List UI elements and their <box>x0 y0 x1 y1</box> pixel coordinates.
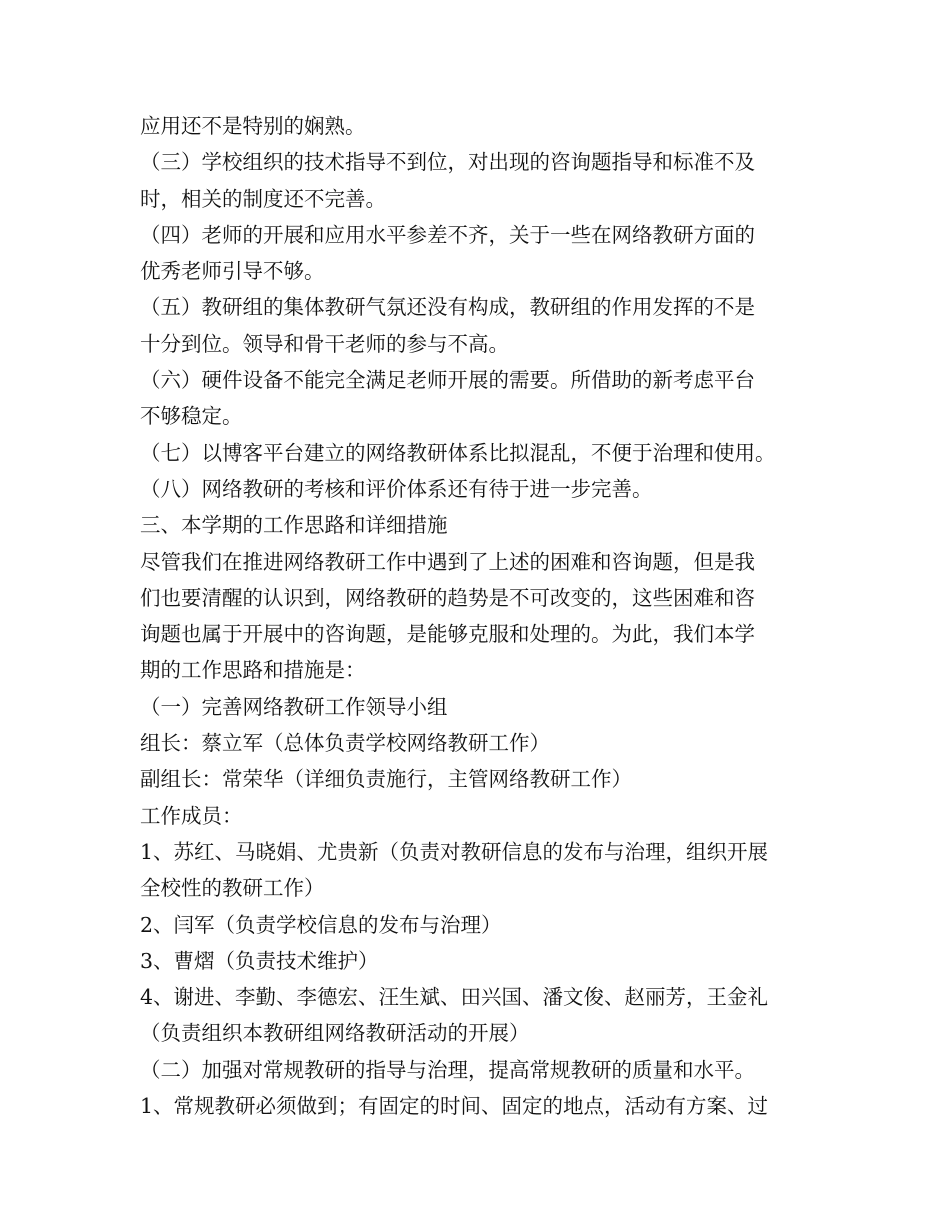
text-line: 2、闫军（负责学校信息的发布与治理） <box>140 912 502 937</box>
text-line: 期的工作思路和措施是： <box>140 658 366 683</box>
section-heading: 三、本学期的工作思路和详细措施 <box>140 513 448 538</box>
document-body <box>140 108 812 1124</box>
text-line: （负责组织本教研组网络教研活动的开展） <box>140 1021 530 1046</box>
text-line: 们也要清醒的认识到，网络教研的趋势是不可改变的，这些困难和咨 <box>140 585 755 610</box>
text-line: 4、谢进、李勤、李德宏、汪生斌、田兴国、潘文俊、赵丽芳，王金礼 <box>140 985 769 1010</box>
text-line: 优秀老师引导不够。 <box>140 259 325 284</box>
text-line: 全校性的教研工作） <box>140 876 325 901</box>
text-line: 时，相关的制度还不完善。 <box>140 186 386 211</box>
text-line: 1、常规教研必须做到；有固定的时间、固定的地点，活动有方案、过 <box>140 1094 769 1119</box>
subsection-heading: （一）完善网络教研工作领导小组 <box>140 694 448 719</box>
text-line: 工作成员： <box>140 803 243 828</box>
text-line: 尽管我们在推进网络教研工作中遇到了上述的困难和咨询题，但是我 <box>140 549 755 574</box>
text-line: 组长：蔡立军（总体负责学校网络教研工作） <box>140 731 550 756</box>
text-line: 不够稳定。 <box>140 404 243 429</box>
text-line: 1、苏红、马晓娟、尤贵新（负责对教研信息的发布与治理，组织开展 <box>140 839 769 864</box>
text-line: 询题也属于开展中的咨询题，是能够克服和处理的。为此，我们本学 <box>140 622 755 647</box>
subsection-heading: （二）加强对常规教研的指导与治理，提高常规教研的质量和水平。 <box>140 1057 755 1082</box>
text-line: （八）网络教研的考核和评价体系还有待于进一步完善。 <box>140 476 653 501</box>
text-line: （四）老师的开展和应用水平参差不齐，关于一些在网络教研方面的 <box>140 222 755 247</box>
text-line: （三）学校组织的技术指导不到位，对出现的咨询题指导和标准不及 <box>140 150 755 175</box>
text-line: （五）教研组的集体教研气氛还没有构成，教研组的作用发挥的不是 <box>140 295 755 320</box>
text-line: 十分到位。领导和骨干老师的参与不高。 <box>140 331 509 356</box>
text-line: 3、曹熠（负责技术维护） <box>140 948 379 973</box>
text-line: （七）以博客平台建立的网络教研体系比拟混乱，不便于治理和使用。 <box>140 440 776 465</box>
text-line: 应用还不是特别的娴熟。 <box>140 114 366 138</box>
text-line: （六）硬件设备不能完全满足老师开展的需要。所借助的新考虑平台 <box>140 368 755 393</box>
text-line: 副组长：常荣华（详细负责施行，主管网络教研工作） <box>140 767 632 792</box>
